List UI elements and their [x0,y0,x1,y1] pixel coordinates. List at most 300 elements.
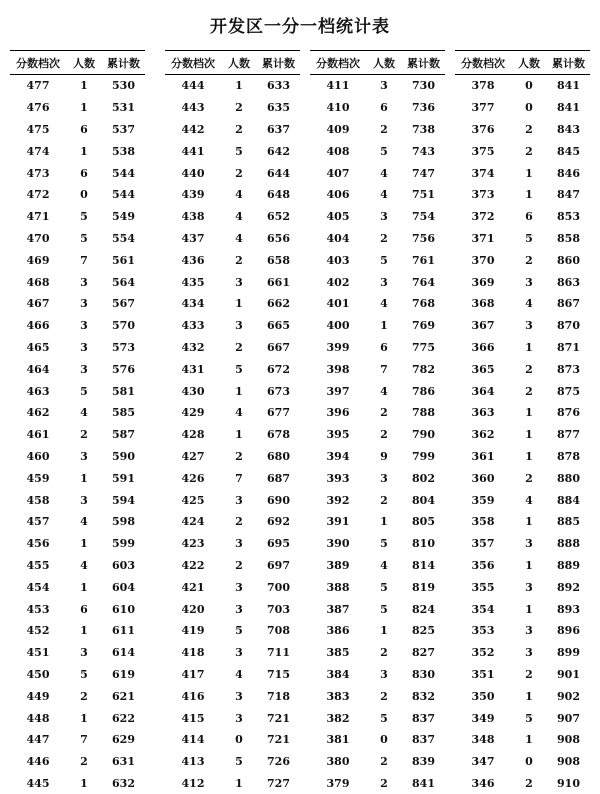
cumulative-cell: 754 [402,206,445,228]
cumulative-cell: 554 [102,228,145,250]
cumulative-cell: 730 [402,75,445,97]
cumulative-cell: 901 [547,664,590,686]
table-row [310,315,445,337]
count-cell: 3 [221,707,257,729]
count-cell: 3 [66,315,102,337]
count-cell: 0 [511,751,547,773]
table-row [455,707,590,729]
count-cell: 3 [366,664,402,686]
count-cell: 1 [511,184,547,206]
table-row [455,751,590,773]
score-cell: 465 [10,337,66,359]
score-cell: 365 [455,358,511,380]
table-row [10,337,145,359]
count-cell: 3 [221,533,257,555]
score-cell: 405 [310,206,366,228]
cumulative-cell: 687 [257,467,300,489]
table-row [10,729,145,751]
count-cell: 1 [511,555,547,577]
table-row [310,729,445,751]
table-row [455,293,590,315]
score-cell: 351 [455,664,511,686]
table-row [310,184,445,206]
cumulative-cell: 692 [257,511,300,533]
count-cell: 2 [366,119,402,141]
table-row [165,642,300,664]
count-cell: 6 [66,598,102,620]
count-cell: 6 [511,206,547,228]
score-cell: 390 [310,533,366,555]
table-row [310,685,445,707]
score-cell: 409 [310,119,366,141]
table-row [455,402,590,424]
score-cell: 392 [310,489,366,511]
cumulative-cell: 839 [402,751,445,773]
count-cell: 3 [511,620,547,642]
table-row [165,358,300,380]
score-cell: 398 [310,358,366,380]
cumulative-cell: 751 [402,184,445,206]
table-row [310,467,445,489]
cumulative-cell: 841 [547,75,590,97]
count-cell: 4 [66,402,102,424]
cumulative-cell: 736 [402,97,445,119]
table-row [165,271,300,293]
count-cell: 2 [511,664,547,686]
score-cell: 381 [310,729,366,751]
score-cell: 436 [165,249,221,271]
count-cell: 3 [66,271,102,293]
count-cell: 5 [221,620,257,642]
cumulative-cell: 824 [402,598,445,620]
count-cell: 2 [511,380,547,402]
table-row [10,685,145,707]
score-cell: 361 [455,446,511,468]
cumulative-cell: 896 [547,620,590,642]
header-count: 人数 [511,51,547,75]
cumulative-cell: 908 [547,729,590,751]
count-cell: 2 [221,446,257,468]
count-cell: 5 [221,751,257,773]
table-row [455,489,590,511]
table-row [10,446,145,468]
count-cell: 3 [66,489,102,511]
table-row [10,75,145,97]
score-cell: 422 [165,555,221,577]
count-cell: 1 [511,162,547,184]
count-cell: 3 [221,315,257,337]
count-cell: 4 [66,555,102,577]
score-cell: 396 [310,402,366,424]
count-cell: 4 [511,489,547,511]
table-row [455,664,590,686]
table-row [165,664,300,686]
table-row [310,642,445,664]
table-row [10,664,145,686]
score-cell: 449 [10,685,66,707]
count-cell: 3 [511,315,547,337]
score-cell: 444 [165,75,221,97]
score-cell: 410 [310,97,366,119]
header-score: 分数档次 [165,51,221,75]
count-cell: 5 [221,140,257,162]
table-row [165,184,300,206]
score-cell: 461 [10,424,66,446]
table-row [10,206,145,228]
count-cell: 2 [366,642,402,664]
table-row [10,620,145,642]
score-cell: 399 [310,337,366,359]
table-row [455,511,590,533]
cumulative-cell: 678 [257,424,300,446]
score-cell: 468 [10,271,66,293]
count-cell: 2 [511,467,547,489]
count-cell: 2 [511,119,547,141]
cumulative-cell: 672 [257,358,300,380]
table-row [310,337,445,359]
cumulative-cell: 884 [547,489,590,511]
score-cell: 474 [10,140,66,162]
cumulative-cell: 567 [102,293,145,315]
count-cell: 2 [511,140,547,162]
score-cell: 433 [165,315,221,337]
score-cell: 369 [455,271,511,293]
table-row [310,533,445,555]
count-cell: 1 [221,380,257,402]
table-row [455,206,590,228]
table-row [455,228,590,250]
cumulative-cell: 899 [547,642,590,664]
table-row [455,140,590,162]
header-cumulative: 累计数 [102,51,145,75]
cumulative-cell: 538 [102,140,145,162]
cumulative-cell: 788 [402,402,445,424]
count-cell: 5 [66,664,102,686]
score-cell: 470 [10,228,66,250]
cumulative-cell: 846 [547,162,590,184]
count-cell: 3 [66,293,102,315]
count-cell: 1 [66,533,102,555]
count-cell: 1 [66,707,102,729]
table-row [165,380,300,402]
score-cell: 380 [310,751,366,773]
score-cell: 407 [310,162,366,184]
score-cell: 471 [10,206,66,228]
cumulative-cell: 697 [257,555,300,577]
cumulative-cell: 819 [402,576,445,598]
table-row [455,97,590,119]
cumulative-cell: 667 [257,337,300,359]
cumulative-cell: 677 [257,402,300,424]
score-cell: 443 [165,97,221,119]
count-cell: 1 [366,315,402,337]
score-cell: 462 [10,402,66,424]
table-row [10,184,145,206]
count-cell: 7 [221,467,257,489]
cumulative-cell: 814 [402,555,445,577]
table-row [310,576,445,598]
score-cell: 377 [455,97,511,119]
cumulative-cell: 743 [402,140,445,162]
count-cell: 1 [366,511,402,533]
cumulative-cell: 598 [102,511,145,533]
table-row [165,162,300,184]
table-row [165,97,300,119]
score-cell: 442 [165,119,221,141]
score-cell: 375 [455,140,511,162]
table-row [10,97,145,119]
table-row [455,642,590,664]
score-cell: 376 [455,119,511,141]
cumulative-cell: 889 [547,555,590,577]
table-row [165,206,300,228]
score-cell: 355 [455,576,511,598]
cumulative-cell: 880 [547,467,590,489]
score-cell: 363 [455,402,511,424]
count-cell: 3 [221,685,257,707]
cumulative-cell: 718 [257,685,300,707]
score-cell: 357 [455,533,511,555]
cumulative-cell: 830 [402,664,445,686]
table-row [455,75,590,97]
cumulative-cell: 893 [547,598,590,620]
score-cell: 456 [10,533,66,555]
cumulative-cell: 841 [547,97,590,119]
count-cell: 2 [66,424,102,446]
count-cell: 7 [366,358,402,380]
cumulative-cell: 847 [547,184,590,206]
score-cell: 391 [310,511,366,533]
table-row [310,119,445,141]
table-row [165,707,300,729]
count-cell: 4 [366,162,402,184]
count-cell: 2 [366,424,402,446]
header-score: 分数档次 [455,51,511,75]
score-cell: 397 [310,380,366,402]
cumulative-cell: 877 [547,424,590,446]
count-cell: 2 [221,249,257,271]
count-cell: 3 [66,642,102,664]
header-count: 人数 [366,51,402,75]
count-cell: 2 [221,555,257,577]
table-row [10,642,145,664]
score-cell: 420 [165,598,221,620]
cumulative-cell: 619 [102,664,145,686]
score-cell: 383 [310,685,366,707]
score-cell: 406 [310,184,366,206]
score-table-2 [165,50,300,794]
count-cell: 1 [66,576,102,598]
cumulative-cell: 637 [257,119,300,141]
table-row [310,75,445,97]
count-cell: 4 [221,184,257,206]
cumulative-cell: 888 [547,533,590,555]
table-row [165,119,300,141]
cumulative-cell: 690 [257,489,300,511]
cumulative-cell: 585 [102,402,145,424]
score-cell: 379 [310,773,366,794]
count-cell: 5 [66,206,102,228]
cumulative-cell: 665 [257,315,300,337]
cumulative-cell: 837 [402,707,445,729]
count-cell: 3 [66,337,102,359]
score-cell: 419 [165,620,221,642]
count-cell: 1 [66,97,102,119]
table-row [165,773,300,794]
table-row [455,555,590,577]
score-cell: 366 [455,337,511,359]
count-cell: 3 [66,358,102,380]
cumulative-cell: 564 [102,271,145,293]
count-cell: 5 [366,598,402,620]
table-row [10,228,145,250]
table-row [455,773,590,794]
count-cell: 5 [511,228,547,250]
table-row [310,751,445,773]
cumulative-cell: 790 [402,424,445,446]
cumulative-cell: 867 [547,293,590,315]
cumulative-cell: 695 [257,533,300,555]
count-cell: 6 [366,337,402,359]
table-row [165,249,300,271]
count-cell: 7 [66,729,102,751]
score-cell: 432 [165,337,221,359]
score-cell: 346 [455,773,511,794]
table-row [455,358,590,380]
table-row [165,751,300,773]
table-row [310,620,445,642]
table-row [10,533,145,555]
table-row [165,293,300,315]
score-table-3 [310,50,445,794]
cumulative-cell: 673 [257,380,300,402]
score-cell: 348 [455,729,511,751]
table-row [10,555,145,577]
header-cumulative: 累计数 [402,51,445,75]
table-row [165,228,300,250]
cumulative-cell: 700 [257,576,300,598]
score-cell: 477 [10,75,66,97]
table-row [455,337,590,359]
cumulative-cell: 711 [257,642,300,664]
score-cell: 382 [310,707,366,729]
cumulative-cell: 907 [547,707,590,729]
score-cell: 439 [165,184,221,206]
count-cell: 1 [66,75,102,97]
table-row [455,184,590,206]
table-row [165,533,300,555]
score-cell: 441 [165,140,221,162]
cumulative-cell: 885 [547,511,590,533]
count-cell: 6 [66,119,102,141]
count-cell: 4 [221,664,257,686]
table-row [10,598,145,620]
table-row [10,271,145,293]
score-cell: 421 [165,576,221,598]
cumulative-cell: 845 [547,140,590,162]
count-cell: 1 [511,337,547,359]
count-cell: 2 [221,97,257,119]
count-cell: 4 [221,402,257,424]
score-cell: 384 [310,664,366,686]
count-cell: 1 [511,729,547,751]
table-row [455,249,590,271]
count-cell: 1 [511,685,547,707]
cumulative-cell: 573 [102,337,145,359]
header-count: 人数 [221,51,257,75]
score-cell: 431 [165,358,221,380]
cumulative-cell: 708 [257,620,300,642]
score-cell: 350 [455,685,511,707]
count-cell: 1 [221,773,257,794]
cumulative-cell: 775 [402,337,445,359]
cumulative-cell: 629 [102,729,145,751]
cumulative-cell: 870 [547,315,590,337]
count-cell: 0 [66,184,102,206]
score-cell: 455 [10,555,66,577]
score-cell: 412 [165,773,221,794]
table-row [165,685,300,707]
count-cell: 2 [511,773,547,794]
count-cell: 3 [511,271,547,293]
table-row [310,555,445,577]
page-title: 开发区一分一档统计表 [0,12,600,37]
table-row [455,119,590,141]
score-cell: 404 [310,228,366,250]
score-cell: 388 [310,576,366,598]
table-row [310,293,445,315]
count-cell: 2 [66,685,102,707]
table-row [310,489,445,511]
count-cell: 7 [66,249,102,271]
score-cell: 359 [455,489,511,511]
count-cell: 3 [221,576,257,598]
count-cell: 5 [366,707,402,729]
cumulative-cell: 530 [102,75,145,97]
count-cell: 1 [511,402,547,424]
score-cell: 373 [455,184,511,206]
table-row [165,620,300,642]
score-cell: 403 [310,249,366,271]
score-cell: 364 [455,380,511,402]
cumulative-cell: 531 [102,97,145,119]
table-row [10,467,145,489]
cumulative-cell: 799 [402,446,445,468]
count-cell: 2 [366,489,402,511]
cumulative-cell: 603 [102,555,145,577]
table-row [455,598,590,620]
table-row [10,358,145,380]
cumulative-cell: 858 [547,228,590,250]
cumulative-cell: 876 [547,402,590,424]
cumulative-cell: 873 [547,358,590,380]
score-cell: 360 [455,467,511,489]
score-cell: 457 [10,511,66,533]
table-row [10,119,145,141]
count-cell: 3 [366,467,402,489]
score-cell: 362 [455,424,511,446]
header-score: 分数档次 [310,51,366,75]
score-cell: 452 [10,620,66,642]
count-cell: 5 [366,533,402,555]
cumulative-cell: 902 [547,685,590,707]
cumulative-cell: 611 [102,620,145,642]
score-cell: 472 [10,184,66,206]
cumulative-cell: 594 [102,489,145,511]
score-cell: 387 [310,598,366,620]
count-cell: 4 [366,293,402,315]
count-cell: 5 [66,380,102,402]
